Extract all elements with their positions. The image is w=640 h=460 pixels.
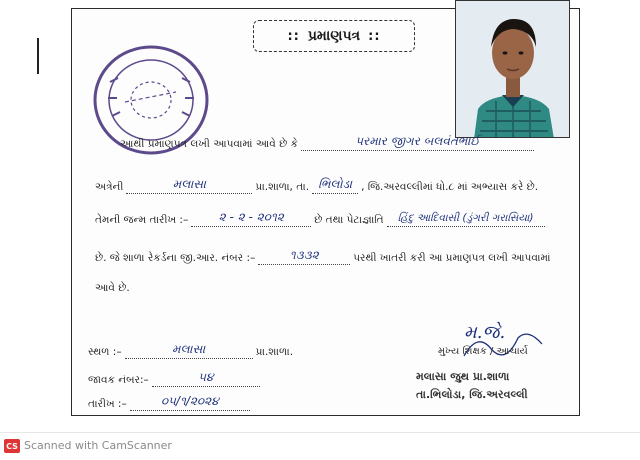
place-suffix: પ્રા.શાળા. [255,346,294,358]
line2-end: , જિ.અરવલ્લીમાં ધો.૮ માં અભ્યાસ કરે છે. [361,181,539,193]
outward-row [88,370,260,387]
student-photo [455,0,570,138]
stamp-line-1: મલાસા જુથ પ્રા.શાળા [416,370,510,383]
certificate-title-box [253,20,415,52]
line5-text: આવે છે. [95,282,130,294]
signature-scribble: મ.જે. [464,322,506,343]
camscanner-watermark: Scanned with CamScanner [24,439,172,452]
stamp-line-2: તા.ભિલોડા, જિ.અરવલ્લી [416,388,528,401]
footer-divider [0,432,640,433]
line3-prefix: તેમની જન્મ તારીખ :– [95,214,189,226]
outward-value: ૫૪ [152,370,260,387]
student-name-value: પરમાર જીગર બલવંતભાઈ [301,134,534,151]
taluka-value: ભિલોડા [312,177,358,194]
signature-title: મુખ્ય શિક્ષક / આચાર્ય [438,346,528,357]
line4-suffix: પરથી ખાતરી કરી આ પ્રમાણપત્ર લખી આપવામાં [353,252,551,264]
place-label: સ્થળ :– [88,346,122,358]
line-student-name [120,134,534,151]
line-closing [95,282,130,295]
line2-suffix: પ્રા.શાળા, તા. [255,181,310,193]
signature-block [418,322,568,412]
binding-mark [37,38,39,74]
line4-prefix: છે. જે શાળા રેકર્ડના જી.આર. નંબર :– [95,252,256,264]
line-school [95,177,538,194]
line3-mid: છે તથા પેટાજ્ઞાતિ [314,214,384,226]
gr-number-value: ૧૩૩૨ [258,248,350,265]
place-row [88,342,293,359]
title-ornament-left: :: [287,28,300,44]
school-village-value: મલાસા [126,177,252,194]
outward-label: જાવક નંબર:– [88,374,149,386]
date-label: તારીખ :– [88,398,127,410]
line-gr-number [95,248,550,265]
camscanner-logo: CS [4,439,20,453]
line-birth-date [95,210,545,227]
line2-prefix: અત્રેની [95,181,124,193]
place-value: મલાસા [125,342,253,359]
date-row [88,394,250,411]
title-ornament-right: :: [368,28,381,44]
birth-date-value: ૨ - ૨ - ૨૦૧૨ [191,210,311,227]
date-value: ૦૫/૧/૨૦૨૪ [130,394,250,411]
certificate-title: પ્રમાણપત્ર [307,28,361,44]
caste-value: હિંદુ આદિવાસી (ડુંગરી ગરાસિયા) [387,212,545,227]
line1-prefix: આથી પ્રમાણપત્ર લખી આપવામાં આવે છે કે [120,138,298,150]
